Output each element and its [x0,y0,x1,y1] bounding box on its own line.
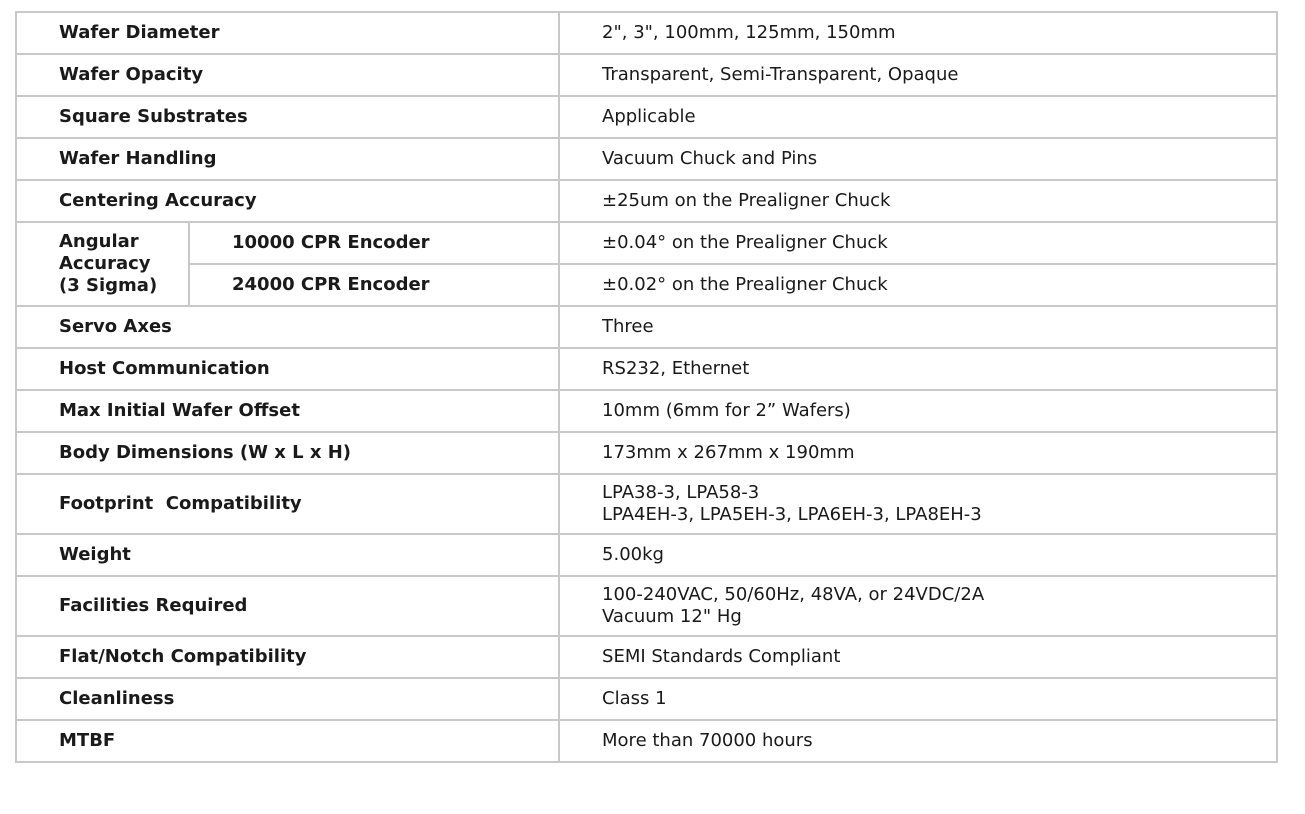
spec-label: Servo Axes [16,306,559,348]
table-row [16,96,1277,138]
table-row [16,306,1277,348]
spec-value: Vacuum Chuck and Pins [559,138,1277,180]
spec-value: Class 1 [559,678,1277,720]
spec-value [559,474,1277,534]
spec-value: SEMI Standards Compliant [559,636,1277,678]
value-line: 100-240VAC, 50/60Hz, 48VA, or 24VDC/2A [602,584,985,605]
spec-label: MTBF [16,720,559,762]
table-row [16,264,1277,306]
encoder-label: 24000 CPR Encoder [189,264,559,306]
spec-value: Transparent, Semi-Transparent, Opaque [559,54,1277,96]
table-row [16,636,1277,678]
angular-label-line: Angular [59,231,139,252]
angular-label-line: Accuracy [59,253,151,274]
spec-label: Flat/Notch Compatibility [16,636,559,678]
table-row [16,534,1277,576]
value-line: LPA38-3, LPA58-3 [602,482,760,503]
spec-value: ±0.02° on the Prealigner Chuck [559,264,1277,306]
value-line: Vacuum 12" Hg [602,606,742,627]
table-row [16,390,1277,432]
spec-label: Facilities Required [16,576,559,636]
table-row [16,348,1277,390]
spec-value: RS232, Ethernet [559,348,1277,390]
spec-value: 2", 3", 100mm, 125mm, 150mm [559,12,1277,54]
spec-value: More than 70000 hours [559,720,1277,762]
table-row [16,138,1277,180]
spec-value: 173mm x 267mm x 190mm [559,432,1277,474]
table-row [16,180,1277,222]
spec-label: Square Substrates [16,96,559,138]
value-line: LPA4EH-3, LPA5EH-3, LPA6EH-3, LPA8EH-3 [602,504,982,525]
spec-label: Weight [16,534,559,576]
spec-table [15,11,1278,763]
spec-label: Cleanliness [16,678,559,720]
spec-label: Host Communication [16,348,559,390]
angular-label-line: (3 Sigma) [59,275,158,296]
spec-label: Footprint Compatibility [16,474,559,534]
table-row [16,222,1277,264]
spec-label: Centering Accuracy [16,180,559,222]
spec-label: Wafer Opacity [16,54,559,96]
spec-value: Three [559,306,1277,348]
spec-label: Body Dimensions (W x L x H) [16,432,559,474]
spec-label: Max Initial Wafer Offset [16,390,559,432]
spec-value: 10mm (6mm for 2” Wafers) [559,390,1277,432]
spec-value: Applicable [559,96,1277,138]
table-row [16,720,1277,762]
spec-value [559,576,1277,636]
table-row [16,474,1277,534]
spec-value: ±25um on the Prealigner Chuck [559,180,1277,222]
angular-accuracy-label [16,222,189,306]
spec-value: 5.00kg [559,534,1277,576]
table-row [16,576,1277,636]
spec-value: ±0.04° on the Prealigner Chuck [559,222,1277,264]
spec-label: Wafer Handling [16,138,559,180]
table-row [16,678,1277,720]
spec-label: Wafer Diameter [16,12,559,54]
table-row [16,54,1277,96]
table-row [16,12,1277,54]
encoder-label: 10000 CPR Encoder [189,222,559,264]
table-row [16,432,1277,474]
